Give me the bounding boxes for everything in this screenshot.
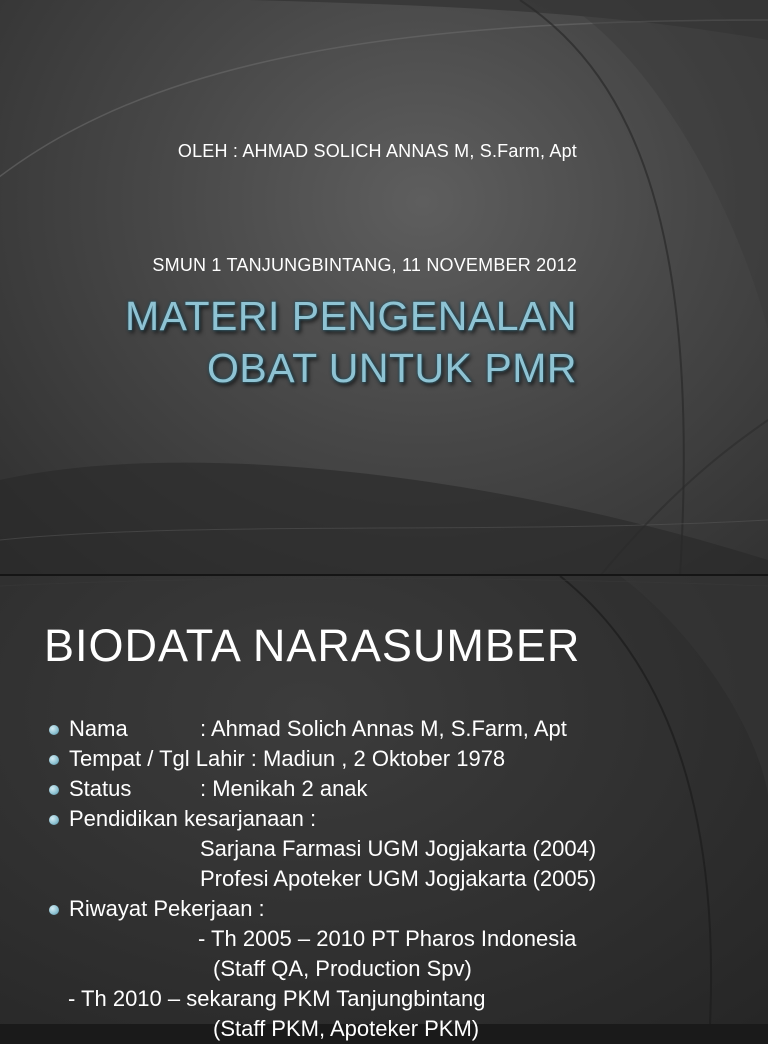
list-item-pendidikan bbox=[0, 804, 768, 834]
item-text: - Th 2010 – sekarang PKM Tanjungbintang bbox=[68, 986, 486, 1011]
slide-title bbox=[0, 290, 577, 394]
item-value: : Ahmad Solich Annas M, S.Farm, Apt bbox=[200, 716, 567, 741]
item-text: Tempat / Tgl Lahir : Madiun , 2 Oktober 1978 bbox=[69, 746, 506, 771]
item-text: Riwayat Pekerjaan : bbox=[69, 896, 265, 921]
list-item-tempat-tgl-lahir bbox=[0, 744, 768, 774]
item-text: (Staff PKM, Apoteker PKM) bbox=[213, 1016, 480, 1041]
list-subitem bbox=[0, 984, 768, 1014]
bullet-icon bbox=[49, 785, 59, 795]
presenter-line: OLEH : AHMAD SOLICH ANNAS M, S.Farm, Apt bbox=[177, 141, 577, 161]
biodata-list bbox=[0, 714, 768, 1044]
list-item-status bbox=[0, 774, 768, 804]
list-item-nama bbox=[0, 714, 768, 744]
item-text: (Staff QA, Production Spv) bbox=[213, 956, 472, 981]
list-subitem bbox=[0, 1014, 768, 1044]
bullet-icon bbox=[49, 815, 59, 825]
title-line-2: OBAT UNTUK PMR bbox=[207, 345, 577, 391]
venue-date-line: SMUN 1 TANJUNGBINTANG, 11 NOVEMBER 2012 bbox=[152, 255, 577, 275]
list-subitem bbox=[0, 864, 768, 894]
list-subitem bbox=[0, 924, 768, 954]
biodata-heading: BIODATA NARASUMBER bbox=[44, 620, 581, 671]
bullet-icon bbox=[49, 755, 59, 765]
list-subitem bbox=[0, 954, 768, 984]
title-line-1: MATERI PENGENALAN bbox=[125, 293, 577, 339]
item-value: : Menikah 2 anak bbox=[200, 776, 368, 801]
item-label: Status bbox=[69, 776, 132, 801]
bullet-icon bbox=[49, 725, 59, 735]
item-text: Profesi Apoteker UGM Jogjakarta (2005) bbox=[200, 866, 597, 891]
list-subitem bbox=[0, 834, 768, 864]
bullet-icon bbox=[49, 905, 59, 915]
item-text: Sarjana Farmasi UGM Jogjakarta (2004) bbox=[200, 836, 597, 861]
item-text: - Th 2005 – 2010 PT Pharos Indonesia bbox=[198, 926, 577, 951]
list-item-riwayat-pekerjaan bbox=[0, 894, 768, 924]
item-label: Nama bbox=[69, 716, 128, 741]
item-text: Pendidikan kesarjanaan : bbox=[69, 806, 317, 831]
